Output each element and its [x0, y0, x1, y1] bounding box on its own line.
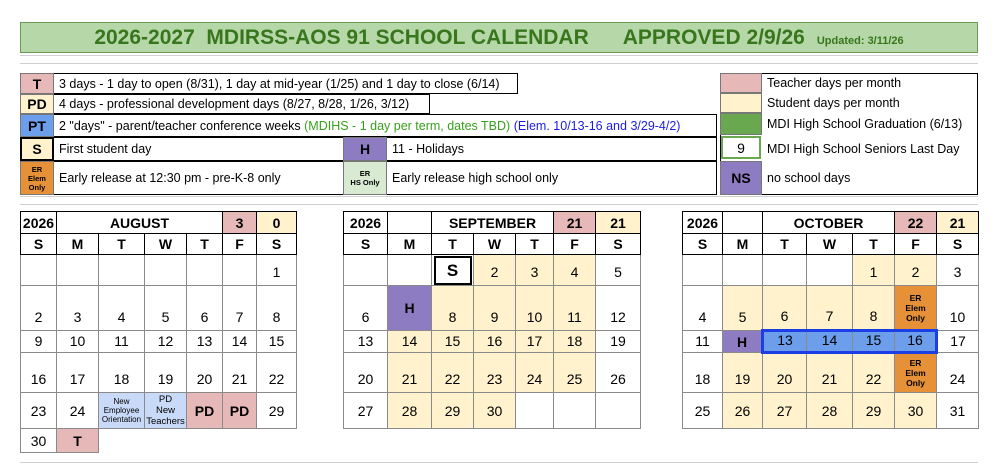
- day-cell: 6: [187, 286, 223, 331]
- dow-label: T: [187, 234, 223, 255]
- day-cell: 3: [937, 255, 979, 286]
- day-cell: 31: [937, 393, 979, 429]
- day-cell: 8: [853, 286, 895, 331]
- legend-graduation: MDI High School Graduation (6/13): [767, 117, 963, 131]
- dow-label: W: [145, 234, 187, 255]
- day-cell: 4: [554, 255, 596, 286]
- student-day-count: 21: [937, 212, 979, 234]
- day-cell: 25: [683, 393, 723, 429]
- holiday: H: [388, 286, 432, 331]
- legend-text-pt: [59, 114, 680, 137]
- dow-label: F: [554, 234, 596, 255]
- month-year: 2026: [683, 212, 723, 234]
- legend-student-days: Student days per month: [767, 96, 900, 110]
- day-cell: 11: [99, 331, 145, 353]
- student-day-count: 0: [257, 212, 297, 234]
- dow-label: S: [683, 234, 723, 255]
- pt-conference-day: 15: [853, 331, 895, 353]
- new-employee-orientation: New Employee Orientation: [99, 393, 145, 429]
- day-cell: 29: [257, 393, 297, 429]
- day-cell: 12: [145, 331, 187, 353]
- month-august: [20, 211, 297, 453]
- day-cell: 9: [21, 331, 57, 353]
- day-cell: 20: [763, 353, 807, 393]
- legend-code-pt: PT: [20, 114, 54, 137]
- dow-label: T: [432, 234, 474, 255]
- day-cell: 26: [723, 393, 763, 429]
- day-cell: 14: [388, 331, 432, 353]
- day-cell: 5: [596, 255, 641, 286]
- calendar-title: 2026-2027 MDIRSS-AOS 91 SCHOOL CALENDAR: [94, 25, 589, 49]
- legend-text-pt-elem: (Elem. 10/13-16 and 3/29-4/2): [513, 118, 681, 133]
- day-cell: 26: [596, 353, 641, 393]
- day-cell: 19: [596, 331, 641, 353]
- dow-label: M: [57, 234, 99, 255]
- day-cell: 16: [474, 331, 516, 353]
- teacher-day-count: 3: [223, 212, 257, 234]
- day-cell: 30: [895, 393, 937, 429]
- day-cell: 18: [99, 353, 145, 393]
- day-cell: 2: [21, 286, 57, 331]
- legend-teacher-days: Teacher days per month: [767, 76, 902, 90]
- day-cell: 14: [223, 331, 257, 353]
- day-cell: 10: [516, 286, 554, 331]
- updated-date: Updated: 3/11/26: [816, 34, 904, 47]
- day-cell: 4: [683, 286, 723, 331]
- dow-label: M: [388, 234, 432, 255]
- day-cell: 22: [853, 353, 895, 393]
- teacher-day-count: 21: [554, 212, 596, 234]
- day-cell: 2: [895, 255, 937, 286]
- day-cell: 28: [388, 393, 432, 429]
- day-cell: 18: [554, 331, 596, 353]
- day-cell: 28: [807, 393, 853, 429]
- dow-label: W: [474, 234, 516, 255]
- day-cell: 10: [937, 286, 979, 331]
- legend-seniors-code: 9: [721, 136, 761, 159]
- day-cell: 17: [516, 331, 554, 353]
- day-cell: 24: [516, 353, 554, 393]
- approval-date: APPROVED 2/9/26: [622, 25, 805, 49]
- day-cell: 7: [223, 286, 257, 331]
- month-name: OCTOBER: [763, 212, 895, 234]
- day-cell: 10: [57, 331, 99, 353]
- day-cell: 7: [807, 286, 853, 331]
- day-cell: 3: [516, 255, 554, 286]
- day-cell: 24: [937, 353, 979, 393]
- legend-code-s: S: [20, 137, 54, 161]
- day-cell: 12: [596, 286, 641, 331]
- pt-conference-day: 16: [895, 331, 937, 353]
- legend-text-er-hs: Early release high school only: [392, 171, 559, 185]
- legend-text-t: 3 days - 1 day to open (8/31), 1 day at mid-year (1/25) and 1 day to close (6/14): [59, 76, 500, 91]
- legend-teacher-swatch: [720, 73, 762, 93]
- day-cell: 13: [187, 331, 223, 353]
- month-year: 2026: [21, 212, 57, 234]
- legend-code-er-elem: ER Elem Only: [20, 161, 54, 195]
- dow-label: S: [937, 234, 979, 255]
- legend-ns: no school days: [767, 171, 851, 185]
- day-cell: 29: [432, 393, 474, 429]
- day-cell: 11: [683, 331, 723, 353]
- legend-text-pt-main: 2 "days" - parent/teacher conference weeks: [59, 118, 301, 133]
- legend-code-pd: PD: [20, 94, 54, 114]
- day-cell: 4: [99, 286, 145, 331]
- day-cell: 24: [57, 393, 99, 429]
- legend-text-pt-hs: (MDIHS - 1 day per term, dates TBD): [304, 118, 511, 133]
- dow-label: T: [763, 234, 807, 255]
- legend-code-t: T: [20, 73, 54, 94]
- day-cell: 18: [683, 353, 723, 393]
- calendar-title-bar: [20, 22, 978, 53]
- legend-text-h: 11 - Holidays: [392, 142, 465, 156]
- legend-text-pd: 4 days - professional development days (8/27, 8/28, 1/26, 3/12): [59, 97, 410, 111]
- pt-conference-day: 13: [763, 331, 807, 353]
- month-october: [682, 211, 979, 429]
- day-cell: 5: [723, 286, 763, 331]
- dow-label: T: [853, 234, 895, 255]
- month-year: 2026: [344, 212, 388, 234]
- dow-label: T: [99, 234, 145, 255]
- dow-label: F: [223, 234, 257, 255]
- pt-conference-day: 14: [807, 331, 853, 353]
- day-cell: 17: [57, 353, 99, 393]
- early-release-elem: ER Elem Only: [895, 286, 937, 331]
- day-cell: 29: [853, 393, 895, 429]
- day-cell: 8: [432, 286, 474, 331]
- day-cell: 11: [554, 286, 596, 331]
- day-cell: 15: [432, 331, 474, 353]
- day-cell: 27: [344, 393, 388, 429]
- student-day-count: 21: [596, 212, 641, 234]
- pd-day: PD: [187, 393, 223, 429]
- day-cell: 1: [257, 255, 297, 286]
- day-cell: 23: [474, 353, 516, 393]
- first-student-day: S: [432, 255, 474, 286]
- dow-label: S: [344, 234, 388, 255]
- legend-code-er-hs: ER HS Only: [343, 161, 387, 195]
- day-cell: 19: [145, 353, 187, 393]
- day-cell: 22: [432, 353, 474, 393]
- day-cell: 19: [723, 353, 763, 393]
- day-cell: 3: [57, 286, 99, 331]
- day-cell: 6: [344, 286, 388, 331]
- day-cell: 8: [257, 286, 297, 331]
- day-cell: 23: [21, 393, 57, 429]
- day-cell: 16: [21, 353, 57, 393]
- month-name: AUGUST: [57, 212, 223, 234]
- legend-ns-code: NS: [720, 161, 762, 195]
- dow-label: S: [21, 234, 57, 255]
- day-cell: 13: [344, 331, 388, 353]
- dow-label: T: [516, 234, 554, 255]
- day-cell: 17: [937, 331, 979, 353]
- legend-student-swatch: [720, 93, 762, 113]
- month-september: [343, 211, 641, 429]
- day-cell: 21: [223, 353, 257, 393]
- month-name: SEPTEMBER: [432, 212, 554, 234]
- legend-text-s: First student day: [59, 142, 152, 156]
- day-cell: 30: [474, 393, 516, 429]
- pd-new-teachers: PD New Teachers: [146, 394, 185, 427]
- legend-text-er-elem: Early release at 12:30 pm - pre-K-8 only: [59, 171, 281, 185]
- day-cell: 30: [21, 429, 57, 453]
- day-cell: 6: [763, 286, 807, 331]
- dow-label: W: [807, 234, 853, 255]
- day-cell: 15: [257, 331, 297, 353]
- day-cell: 1: [853, 255, 895, 286]
- dow-label: S: [596, 234, 641, 255]
- day-cell: 20: [187, 353, 223, 393]
- dow-label: S: [257, 234, 297, 255]
- day-cell: 25: [554, 353, 596, 393]
- day-cell: 2: [474, 255, 516, 286]
- early-release-elem: ER Elem Only: [895, 353, 937, 393]
- teacher-day-count: 22: [895, 212, 937, 234]
- dow-label: M: [723, 234, 763, 255]
- pd-day: PD: [223, 393, 257, 429]
- day-cell: 21: [807, 353, 853, 393]
- day-cell: 21: [388, 353, 432, 393]
- teacher-day: T: [57, 429, 99, 453]
- day-cell: 22: [257, 353, 297, 393]
- holiday: H: [723, 331, 763, 353]
- legend-code-h: H: [343, 137, 387, 161]
- legend-seniors: MDI High School Seniors Last Day: [767, 142, 960, 156]
- day-cell: 5: [145, 286, 187, 331]
- legend-graduation-swatch: [720, 113, 762, 135]
- day-cell: 27: [763, 393, 807, 429]
- dow-label: F: [895, 234, 937, 255]
- day-cell: 9: [474, 286, 516, 331]
- day-cell: 20: [344, 353, 388, 393]
